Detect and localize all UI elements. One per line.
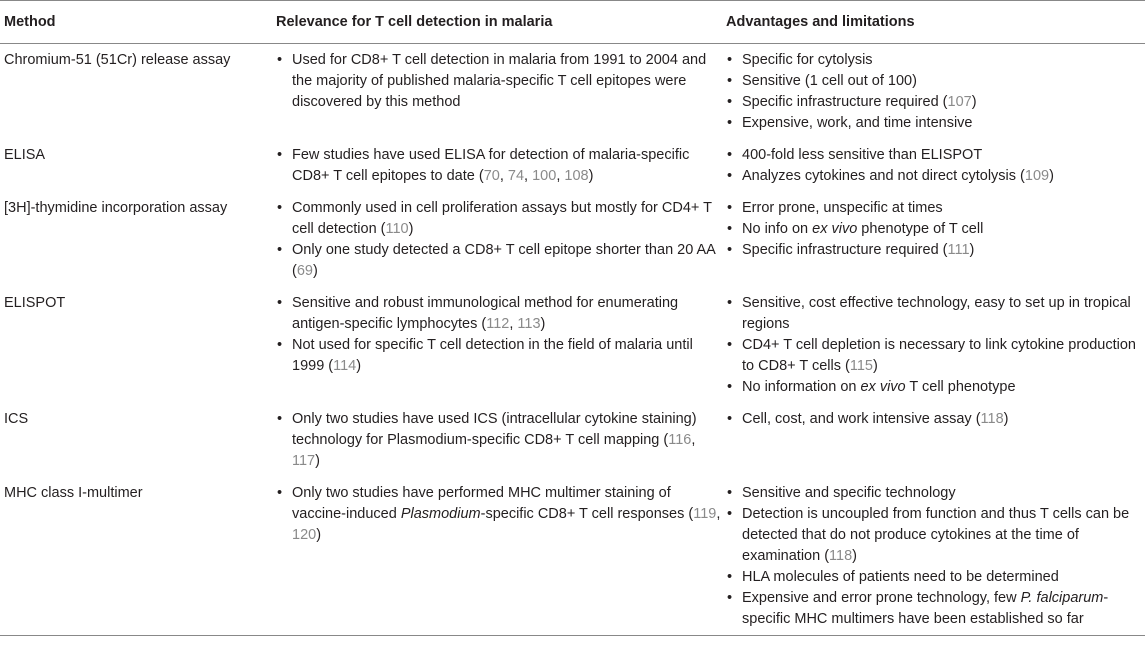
bullet-item: [726, 166, 1145, 187]
citation-ref: 115: [849, 358, 873, 374]
bullet-item: [726, 504, 1145, 567]
text-segment: ): [1049, 168, 1054, 184]
method-cell: ICS: [4, 411, 29, 427]
table-row: [0, 44, 1145, 140]
relevance-cell: [272, 44, 722, 140]
text-segment: Used for CD8+ T cell detection in malaria from 1991 to 2004 and the majority of published malaria-specific T cell epitopes were discovered by this method: [292, 52, 707, 110]
text-segment: Expensive, work, and time intensive: [742, 115, 973, 131]
text-segment: ,: [556, 168, 565, 184]
text-segment: ,: [691, 432, 696, 448]
relevance-cell: [272, 403, 722, 477]
text-segment: ): [312, 263, 318, 279]
citation-ref: 110: [385, 221, 409, 237]
relevance-list: [276, 293, 722, 377]
advantages-list: [726, 409, 1145, 430]
citation-ref: 107: [947, 94, 972, 110]
text-segment: Sensitive, cost effective technology, easy to set up in tropical regions: [742, 295, 1131, 332]
text-segment: Only one study detected a CD8+ T cell epitope shorter than 20 AA (: [292, 242, 716, 279]
advantages-list: [726, 198, 1145, 261]
bullet-item: [726, 240, 1145, 261]
method-cell: ELISPOT: [4, 295, 66, 311]
method-cell: Chromium-51 (51Cr) release assay: [4, 52, 231, 68]
relevance-list: [276, 409, 722, 472]
method-cell: MHC class I-multimer: [4, 485, 143, 501]
text-segment: Commonly used in cell proliferation assays but mostly for CD4+ T cell detection (: [292, 200, 712, 237]
text-segment: -specific MHC multimers have been established so far: [742, 590, 1109, 627]
text-segment: CD4+ T cell depletion is necessary to link cytokine production to CD8+ T cells (: [742, 337, 1136, 374]
italic-text: ex vivo: [812, 221, 858, 237]
bullet-item: [726, 219, 1145, 240]
text-segment: Detection is uncoupled from function and thus T cells can be detected that do not produce cytokines at the time of examination (: [742, 506, 1130, 564]
relevance-cell: [272, 477, 722, 636]
text-segment: ): [969, 242, 975, 258]
text-segment: ,: [524, 168, 533, 184]
text-segment: T cell phenotype: [905, 379, 1016, 395]
citation-ref: 70: [483, 168, 500, 184]
text-segment: HLA molecules of patients need to be determined: [742, 569, 1059, 585]
text-segment: ): [971, 94, 977, 110]
header-relevance: Relevance for T cell detection in malaria: [276, 14, 553, 30]
relevance-list: [276, 483, 722, 546]
text-segment: Only two studies have used ICS (intracellular cytokine staining) technology for Plasmodium-specific CD8+ T cell mapping (: [292, 411, 697, 448]
citation-ref: 118: [980, 411, 1004, 427]
bullet-item: [276, 409, 722, 472]
method-cell: [3H]-thymidine incorporation assay: [4, 200, 228, 216]
advantages-list: [726, 145, 1145, 187]
bullet-item: [276, 198, 722, 240]
text-segment: ,: [716, 506, 721, 522]
text-segment: Sensitive and specific technology: [742, 485, 956, 501]
relevance-cell: [272, 287, 722, 403]
text-segment: -specific CD8+ T cell responses (: [480, 506, 694, 522]
table-row: [0, 287, 1145, 403]
text-segment: ,: [499, 168, 508, 184]
citation-ref: 74: [507, 168, 525, 184]
header-advantages: Advantages and limitations: [726, 14, 915, 30]
italic-text: ex vivo: [860, 379, 906, 395]
advantages-cell: [722, 403, 1145, 477]
advantages-cell: [722, 477, 1145, 636]
bullet-item: [726, 50, 1145, 71]
text-segment: ): [872, 358, 878, 374]
text-segment: No info on: [742, 221, 813, 237]
citation-ref: 112: [486, 316, 510, 332]
table-body: [0, 44, 1145, 636]
bullet-item: [276, 145, 722, 187]
advantages-list: [726, 293, 1145, 398]
text-segment: Only two studies have performed MHC multimer staining of vaccine-induced: [292, 485, 671, 522]
text-segment: Analyzes cytokines and not direct cytolysis (: [742, 168, 1025, 184]
citation-ref: 114: [333, 358, 357, 374]
header-method: Method: [4, 14, 56, 30]
bullet-item: [276, 50, 722, 113]
table-row: [0, 403, 1145, 477]
text-segment: Few studies have used ELISA for detection of malaria-specific CD8+ T cell epitopes to date (: [292, 147, 690, 184]
table-header-row: [0, 1, 1145, 44]
citation-ref: 100: [532, 168, 557, 184]
citation-ref: 117: [292, 453, 316, 469]
text-segment: ): [588, 168, 594, 184]
citation-ref: 69: [296, 263, 313, 279]
text-segment: Sensitive (1 cell out of 100): [742, 73, 917, 89]
citation-ref: 111: [947, 242, 970, 258]
relevance-cell: [272, 139, 722, 192]
bullet-item: [726, 377, 1145, 398]
citation-ref: 120: [292, 527, 317, 543]
text-segment: Not used for specific T cell detection in the field of malaria until 1999 (: [292, 337, 693, 374]
bullet-item: [276, 483, 722, 546]
text-segment: Specific for cytolysis: [742, 52, 873, 68]
text-segment: Specific infrastructure required (: [742, 242, 948, 258]
bullet-item: [726, 293, 1145, 335]
relevance-list: [276, 198, 722, 282]
text-segment: phenotype of T cell: [857, 221, 984, 237]
advantages-list: [726, 483, 1145, 630]
text-segment: Cell, cost, and work intensive assay (: [742, 411, 981, 427]
advantages-list: [726, 50, 1145, 134]
bullet-item: [726, 335, 1145, 377]
text-segment: Error prone, unspecific at times: [742, 200, 943, 216]
method-cell: ELISA: [4, 147, 46, 163]
advantages-cell: [722, 192, 1145, 287]
text-segment: Sensitive and robust immunological method for enumerating antigen-specific lymphocytes (: [292, 295, 679, 332]
text-segment: Expensive and error prone technology, few: [742, 590, 1021, 606]
citation-ref: 118: [829, 548, 853, 564]
text-segment: ): [1003, 411, 1009, 427]
bullet-item: [726, 92, 1145, 113]
bullet-item: [726, 71, 1145, 92]
advantages-cell: [722, 287, 1145, 403]
text-segment: ): [540, 316, 546, 332]
citation-ref: 113: [517, 316, 541, 332]
bullet-item: [726, 588, 1145, 630]
citation-ref: 119: [693, 506, 717, 522]
text-segment: No information on: [742, 379, 861, 395]
table-row: [0, 139, 1145, 192]
text-segment: ): [852, 548, 858, 564]
relevance-list: [276, 145, 722, 187]
bullet-item: [726, 198, 1145, 219]
text-segment: ): [356, 358, 362, 374]
bullet-item: [726, 113, 1145, 134]
bullet-item: [276, 240, 722, 282]
bullet-item: [726, 145, 1145, 166]
text-segment: ): [315, 453, 320, 469]
text-segment: ): [408, 221, 414, 237]
bullet-item: [726, 567, 1145, 588]
text-segment: ): [316, 527, 322, 543]
bullet-item: [726, 483, 1145, 504]
relevance-cell: [272, 192, 722, 287]
advantages-cell: [722, 139, 1145, 192]
bullet-item: [726, 409, 1145, 430]
relevance-list: [276, 50, 722, 113]
citation-ref: 108: [564, 168, 589, 184]
text-segment: ,: [509, 316, 518, 332]
table-row: [0, 192, 1145, 287]
italic-text: P. falciparum: [1020, 590, 1104, 606]
bullet-item: [276, 335, 722, 377]
table-row: [0, 477, 1145, 636]
text-segment: 400-fold less sensitive than ELISPOT: [742, 147, 983, 163]
citation-ref: 109: [1024, 168, 1050, 184]
citation-ref: 116: [668, 432, 692, 448]
advantages-cell: [722, 44, 1145, 140]
text-segment: Specific infrastructure required (: [742, 94, 948, 110]
bullet-item: [276, 293, 722, 335]
italic-text: Plasmodium: [400, 506, 481, 522]
